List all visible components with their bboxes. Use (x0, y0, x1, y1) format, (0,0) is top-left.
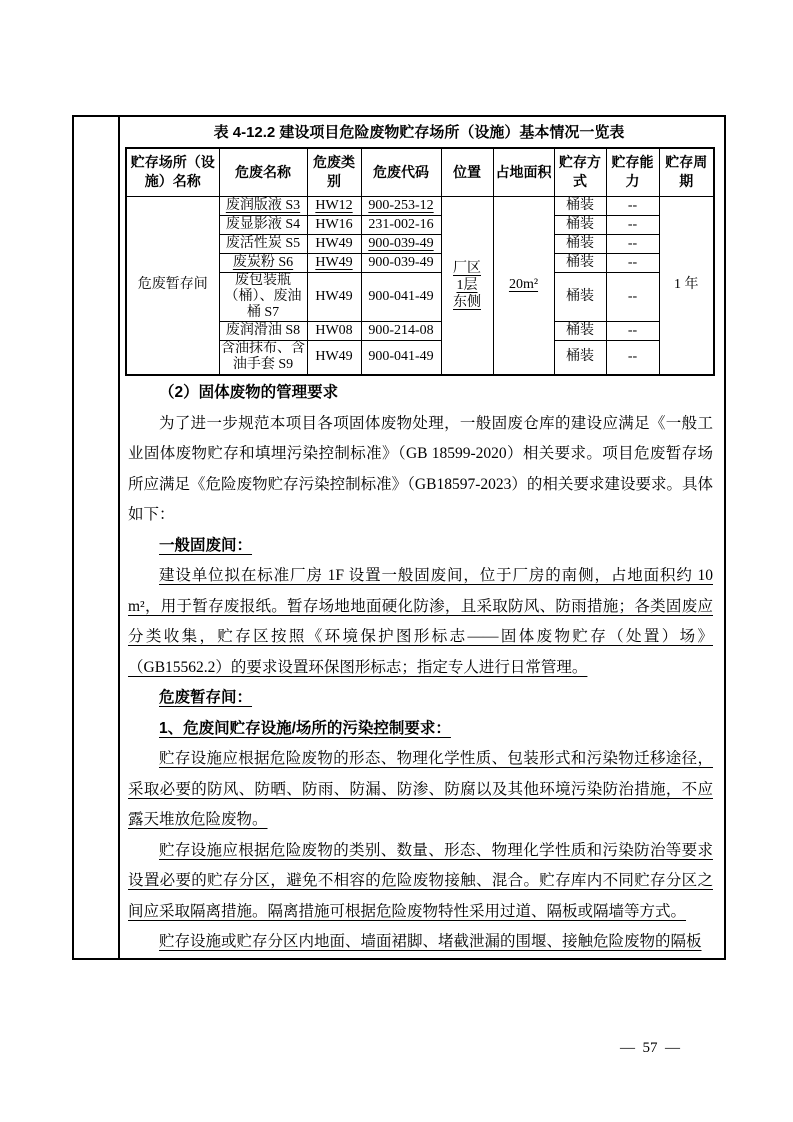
col-header-waste-name: 危废名称 (219, 148, 307, 196)
page-number: — 57 — (620, 1040, 680, 1056)
paragraph-storage-surfaces: 贮存设施或贮存分区内地面、墙面裙脚、堵截泄漏的围堰、接触危险废物的隔板 (159, 933, 702, 950)
storage-method-cell: 桶装 (554, 215, 606, 234)
waste-category-cell: HW16 (307, 215, 361, 234)
storage-method-cell: 桶装 (554, 272, 606, 321)
form-left-column (74, 117, 120, 958)
storage-period-cell: 1 年 (659, 196, 714, 375)
storage-method-cell: 桶装 (554, 253, 606, 272)
waste-name-cell: 含油抹布、含油手套 S9 (219, 340, 307, 375)
paragraph-general-waste-room: 建设单位拟在标准厂房 1F 设置一般固废间，位于厂房的南侧，占地面积约 10 m²，用于暂存废报纸。暂存场地地面硬化防渗，且采取防风、防雨措施；各类固废应分类收集，贮存区按照《环境保护图形标志——固体废物贮存（处置）场》（GB15562.2）的要求设置环保图形标志；指定专人进行日常管理。 (128, 567, 713, 676)
location-cell: 厂区1层东侧 (441, 196, 493, 375)
waste-code-cell: 900-041-49 (361, 340, 441, 375)
waste-row-s3 (126, 196, 714, 215)
waste-name-cell: 废显影液 S4 (219, 215, 307, 234)
col-header-period: 贮存周期 (659, 148, 714, 196)
paragraph-storage-zoning: 贮存设施应根据危险废物的类别、数量、形态、物理化学性质和污染防治等要求设置必要的贮存分区，避免不相容的危险废物接触、混合。贮存库内不同贮存分区之间应采取隔离措施。隔离措施可根据危险废物特性采用过道、隔板或隔墙等方式。 (128, 841, 713, 920)
table-header-row (126, 148, 714, 196)
waste-code-cell: 900-253-12 (361, 196, 441, 215)
storage-capacity-cell: -- (606, 272, 659, 321)
subheading-pollution-control-requirements: 1、危废间贮存设施/场所的污染控制要求： (159, 719, 451, 737)
waste-name-cell: 废活性炭 S5 (219, 234, 307, 253)
storage-capacity-cell: -- (606, 321, 659, 340)
col-header-area: 占地面积 (493, 148, 554, 196)
storage-capacity-cell: -- (606, 234, 659, 253)
body-text (122, 376, 724, 958)
storage-method-cell: 桶装 (554, 321, 606, 340)
waste-category-cell: HW49 (307, 272, 361, 321)
waste-code-cell: 900-041-49 (361, 272, 441, 321)
storage-capacity-cell: -- (606, 253, 659, 272)
storage-method-cell: 桶装 (554, 340, 606, 375)
waste-category-cell: HW49 (307, 253, 361, 272)
col-header-location: 位置 (441, 148, 493, 196)
waste-code-cell: 900-039-49 (361, 253, 441, 272)
subheading-general-solid-waste-room: 一般固废间： (159, 536, 253, 554)
paragraph-standards: 为了进一步规范本项目各项固体废物处理，一般固废仓库的建设应满足《一般工业固体废物贮存和填埋污染控制标准》（GB 18599-2020）相关要求。项目危废暂存场所应满足《危险废物贮存污染控制标准》（GB18597-2023）的相关要求建设要求。具体如下： (128, 414, 713, 523)
col-header-site: 贮存场所（设施）名称 (126, 148, 219, 196)
waste-category-cell: HW12 (307, 196, 361, 215)
waste-category-cell: HW08 (307, 321, 361, 340)
waste-category-cell: HW49 (307, 234, 361, 253)
waste-name-cell: 废包装瓶（桶）、废油桶 S7 (219, 272, 307, 321)
waste-name-cell: 废润版液 S3 (219, 196, 307, 215)
storage-capacity-cell: -- (606, 340, 659, 375)
section-heading-solid-waste-management: （2）固体废物的管理要求 (159, 384, 339, 401)
table-title: 表 4-12.2 建设项目危险废物贮存场所（设施）基本情况一览表 (213, 124, 625, 141)
storage-capacity-cell: -- (606, 196, 659, 215)
waste-name-cell: 废润滑油 S8 (219, 321, 307, 340)
col-header-capacity: 贮存能力 (606, 148, 659, 196)
waste-code-cell: 231-002-16 (361, 215, 441, 234)
col-header-code: 危废代码 (361, 148, 441, 196)
hazardous-waste-table (125, 147, 715, 376)
col-header-category: 危废类别 (307, 148, 361, 196)
waste-code-cell: 900-214-08 (361, 321, 441, 340)
area-cell: 20m² (493, 196, 554, 375)
storage-method-cell: 桶装 (554, 196, 606, 215)
col-header-method: 贮存方式 (554, 148, 606, 196)
waste-category-cell: HW49 (307, 340, 361, 375)
storage-site-cell: 危废暂存间 (126, 196, 219, 375)
waste-code-cell: 900-039-49 (361, 234, 441, 253)
storage-capacity-cell: -- (606, 215, 659, 234)
storage-method-cell: 桶装 (554, 234, 606, 253)
paragraph-storage-facility-measures: 贮存设施应根据危险废物的形态、物理化学性质、包装形式和污染物迁移途径，采取必要的防风、防晒、防雨、防漏、防渗、防腐以及其他环境污染防治措施，不应露天堆放危险废物。 (128, 750, 713, 828)
form-content-cell (122, 117, 724, 958)
form-outer-border (72, 115, 726, 960)
subheading-hazwaste-room: 危废暂存间： (159, 689, 253, 706)
waste-name-cell: 废炭粉 S6 (219, 253, 307, 272)
